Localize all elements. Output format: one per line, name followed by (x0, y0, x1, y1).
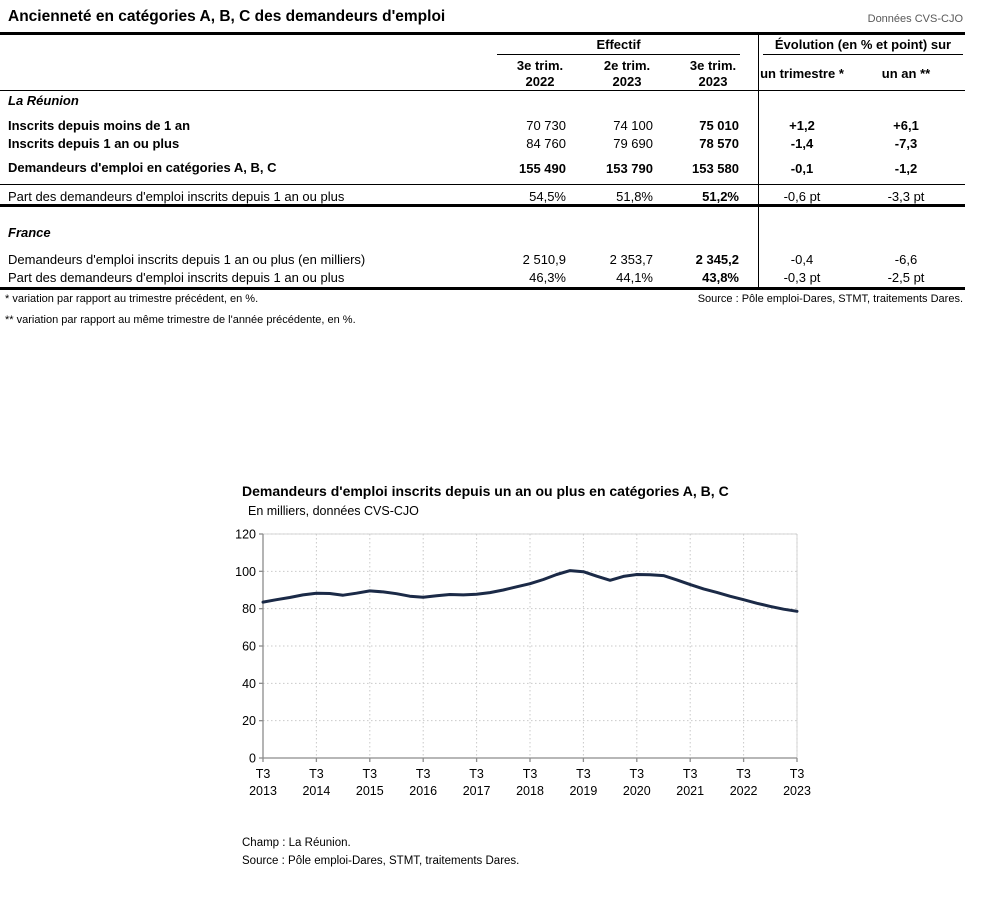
col-header-trimestre: un trimestre * (760, 66, 844, 81)
svg-text:100: 100 (235, 564, 256, 579)
svg-text:T3: T3 (309, 767, 324, 781)
svg-text:2018: 2018 (516, 784, 544, 798)
cell-value: 70 730 (526, 118, 566, 133)
cell-value: 43,8% (702, 270, 739, 285)
cell-value: -7,3 (894, 136, 918, 151)
part-rule (0, 184, 965, 185)
section-title-france: France (8, 225, 51, 240)
header-rule (0, 90, 965, 91)
row-label: Inscrits depuis 1 an ou plus (8, 136, 180, 151)
svg-text:T3: T3 (629, 767, 645, 781)
table-bottom-rule (0, 287, 965, 290)
svg-text:2015: 2015 (355, 784, 384, 798)
cell-value: 78 570 (699, 136, 739, 151)
svg-text:T3: T3 (469, 767, 484, 781)
svg-text:2022: 2022 (729, 784, 758, 798)
svg-text:20: 20 (242, 714, 256, 729)
svg-text:40: 40 (242, 676, 256, 691)
cell-value: 79 690 (613, 136, 653, 151)
cell-value: 153 580 (692, 161, 739, 176)
cell-value: 74 100 (613, 118, 653, 133)
group-header-evolution: Évolution (en % et point) sur (774, 37, 952, 52)
cell-value: +1,2 (789, 118, 815, 133)
svg-text:2020: 2020 (622, 784, 651, 798)
page-title: Ancienneté en catégories A, B, C des demandeurs d'emploi (8, 8, 446, 25)
line-chart (230, 524, 830, 809)
chart-champ: Champ : La Réunion. (242, 837, 351, 849)
svg-text:T3: T3 (255, 767, 271, 781)
col-header-t3-2023: 3e trim. 2023 (689, 58, 737, 89)
svg-text:T3: T3 (576, 767, 591, 781)
row-label: Demandeurs d'emploi inscrits depuis 1 an ou plus (en milliers) (8, 252, 366, 267)
cell-value: 2 510,9 (522, 252, 566, 267)
cell-value: -1,2 (894, 161, 918, 176)
cell-value: -0,4 (790, 252, 814, 267)
svg-text:2017: 2017 (462, 784, 491, 798)
row-label: Part des demandeurs d'emploi inscrits depuis 1 an ou plus (8, 270, 345, 285)
svg-text:T3: T3 (682, 767, 698, 781)
col-header-t2-2023: 2e trim. 2023 (603, 58, 651, 89)
table-source: Source : Pôle emploi-Dares, STMT, traitements Dares. (697, 293, 963, 305)
svg-text:T3: T3 (522, 767, 538, 781)
footnote-2: ** variation par rapport au même trimestre de l'année précédente, en %. (5, 314, 356, 326)
evolution-underline (763, 54, 963, 55)
chart-source: Source : Pôle emploi-Dares, STMT, traitements Dares. (242, 855, 520, 867)
footnote-1: * variation par rapport au trimestre précédent, en %. (5, 293, 259, 305)
cell-value: 75 010 (699, 118, 739, 133)
svg-text:T3: T3 (736, 767, 751, 781)
svg-text:0: 0 (249, 751, 256, 766)
svg-text:2023: 2023 (783, 784, 811, 798)
cell-value: -3,3 pt (887, 189, 925, 204)
cell-value: 51,2% (702, 189, 739, 204)
svg-text:2013: 2013 (249, 784, 277, 798)
row-label: Inscrits depuis moins de 1 an (8, 118, 191, 133)
chart-subtitle: En milliers, données CVS-CJO (248, 504, 419, 518)
cell-value: 51,8% (616, 189, 653, 204)
svg-text:T3: T3 (789, 767, 805, 781)
row-label: Part des demandeurs d'emploi inscrits depuis 1 an ou plus (8, 189, 345, 204)
cell-value: 155 490 (519, 161, 566, 176)
svg-text:80: 80 (242, 602, 256, 617)
cell-value: 2 345,2 (695, 252, 739, 267)
cell-value: 46,3% (529, 270, 566, 285)
svg-text:T3: T3 (362, 767, 378, 781)
title-rule (0, 32, 965, 35)
svg-text:2016: 2016 (409, 784, 438, 798)
group-header-effectif: Effectif (596, 37, 641, 52)
svg-text:2021: 2021 (676, 784, 705, 798)
cell-value: -0,1 (790, 161, 814, 176)
cell-value: -6,6 (894, 252, 918, 267)
svg-text:2014: 2014 (302, 784, 331, 798)
cell-value: +6,1 (893, 118, 919, 133)
section-rule (0, 204, 965, 207)
section-title-la-reunion: La Réunion (8, 93, 79, 108)
chart-title: Demandeurs d'emploi inscrits depuis un an ou plus en catégories A, B, C (242, 483, 729, 499)
cell-value: 44,1% (616, 270, 653, 285)
cell-value: 84 760 (526, 136, 566, 151)
effectif-underline (497, 54, 740, 55)
col-header-an: un an ** (881, 66, 931, 81)
cell-value: -2,5 pt (887, 270, 925, 285)
cell-value: -0,6 pt (783, 189, 821, 204)
data-note: Données CVS-CJO (867, 13, 963, 25)
cell-value: 153 790 (606, 161, 653, 176)
cell-value: 54,5% (529, 189, 566, 204)
svg-text:T3: T3 (415, 767, 431, 781)
col-header-t3-2022: 3e trim. 2022 (516, 58, 564, 89)
cell-value: -1,4 (790, 136, 814, 151)
svg-text:120: 120 (235, 527, 256, 542)
cell-value: 2 353,7 (609, 252, 653, 267)
svg-text:60: 60 (242, 639, 256, 654)
cell-value: -0,3 pt (783, 270, 821, 285)
row-label: Demandeurs d'emploi en catégories A, B, C (8, 160, 277, 175)
svg-text:2019: 2019 (569, 784, 598, 798)
